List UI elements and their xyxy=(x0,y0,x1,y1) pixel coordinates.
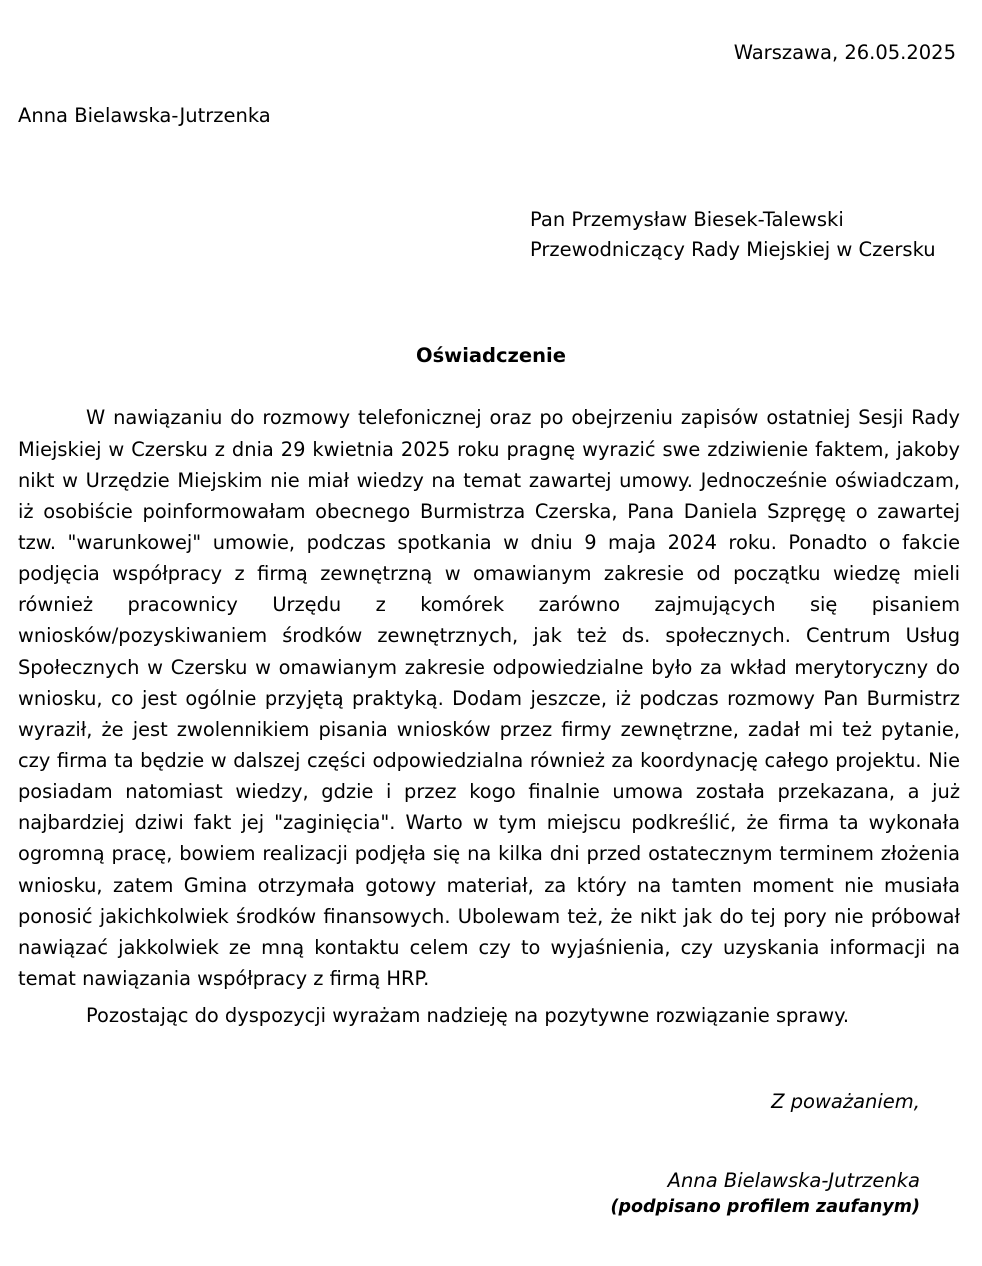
signature-note: (podpisano profilem zaufanym) xyxy=(610,1196,920,1217)
addressee-line-2: Przewodniczący Rady Miejskiej w Czersku xyxy=(530,237,936,261)
closing-sentence: Pozostając do dyspozycji wyrażam nadzieję na pozytywne rozwiązanie sprawy. xyxy=(86,1004,850,1028)
signature-name: Anna Bielawska-Jutrzenka xyxy=(667,1168,920,1192)
signature-regards: Z poważaniem, xyxy=(771,1090,920,1114)
addressee-line-1: Pan Przemysław Biesek-Talewski xyxy=(530,207,844,231)
body-text xyxy=(18,402,960,994)
sender-name: Anna Bielawska-Jutrzenka xyxy=(18,104,271,128)
document-title: Oświadczenie xyxy=(416,344,566,368)
signature-block xyxy=(18,1089,960,1219)
date-line: Warszawa, 26.05.2025 xyxy=(733,41,956,64)
body-paragraph: W nawiązaniu do rozmowy telefonicznej oraz po obejrzeniu zapisów ostatniej Sesji Rady Miejskiej w Czersku z dnia 29 kwietnia 2025 roku pragnę wyrazić swe zdziwienie faktem, jakoby nikt w Urzędzie Miejskim nie miał wiedzy na temat zawartej umowy. Jednocześnie oświadczam, iż osobiście poinformowałam obecnego Burmistrza Czerska, Pana Daniela Szpręgę o zawartej tzw. "warunkowej" umowie, podczas spotkania w dniu 9 maja 2024 roku. Ponadto o fakcie podjęcia współpracy z firmą zewnętrzną w omawianym zakresie od początku wiedzę mieli również pracownicy Urzędu z komórek zarówno zajmujących się pisaniem wniosków/pozyskiwaniem środków zewnętrznych, jak też ds. społecznych. Centrum Usług Społecznych w Czersku w omawianym zakresie odpowiedzialne było za wkład merytoryczny do wniosku, co jest ogólnie przyjętą praktyką. Dodam jeszcze, iż podczas rozmowy Pan Burmistrz wyraził, że jest zwolennikiem pisania wniosków przez firmy zewnętrzne, zadał mi też pytanie, czy firma ta będzie w dalszej części odpowiedzialna również za koordynację całego projektu. Nie posiadam natomiast wiedzy, gdzie i przez kogo finalnie umowa została przekazana, a już najbardziej dziwi fakt jej "zaginięcia". Warto w tym miejscu podkreślić, że firma ta wykonała ogromną pracę, bowiem realizacji podjęła się na kilka dni przed ostatecznym terminem złożenia wniosku, zatem Gmina otrzymała gotowy materiał, za który na tamten moment nie musiała ponosić jakichkolwiek środków finansowych. Ubolewam też, że nikt jak do tej pory nie próbował nawiązać jakkolwiek ze mną kontaktu celem czy to wyjaśnienia, czy uzyskania informacji na temat nawiązania współpracy z firmą HRP. xyxy=(18,406,960,990)
addressee-block xyxy=(530,205,960,265)
